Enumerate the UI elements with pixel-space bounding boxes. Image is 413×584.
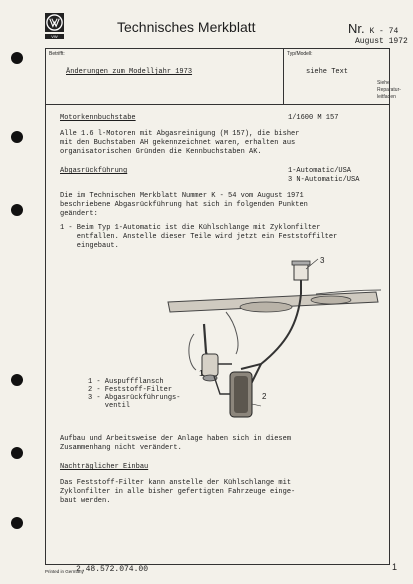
punch-hole [11, 204, 23, 216]
callout-1: 1 [199, 369, 204, 378]
document-title: Technisches Merkblatt [117, 19, 256, 35]
logo-caption: VW [45, 34, 64, 39]
item1-line: eingebaut. [60, 242, 119, 250]
betrifft-value: Änderungen zum Modelljahr 1973 [66, 68, 193, 76]
punch-hole [11, 374, 23, 386]
typ-value: siehe Text [306, 68, 349, 76]
punch-hole [11, 517, 23, 529]
page-number: 1 [392, 562, 398, 572]
vw-logo-icon [45, 13, 64, 32]
document-date: August 1972 [355, 37, 408, 46]
heading2-right-line: 3 N-Automatic/USA [288, 176, 360, 184]
heading-motorkennbuchstabe: Motorkennbuchstabe [60, 114, 136, 122]
heading-abgasrueckfuehrung: Abgasrückführung [60, 167, 128, 175]
legend-line: 3 - Abgasrückführungs- [88, 394, 181, 402]
legend-line: ventil [88, 402, 131, 410]
footer-number: 2.48.572.074.00 [76, 565, 149, 574]
heading2-right-line: 1-Automatic/USA [288, 167, 352, 175]
punch-hole [11, 131, 23, 143]
item1-line: 1 - Beim Typ 1-Automatic ist die Kühlschlange mit Zyklonfilter [60, 224, 321, 232]
nr-prefix: Nr. [348, 21, 365, 36]
item1-line: entfallen. Anstelle dieser Teile wird jetzt ein Feststoffilter [60, 233, 338, 241]
heading-nachtraeglicher-einbau: Nachträglicher Einbau [60, 463, 149, 471]
para1-line: organisatorischen Gründen die Kennbuchstaben AK. [60, 148, 262, 156]
para4-line: Das Feststoff-Filter kann anstelle der Kühlschlange mit [60, 479, 292, 487]
typ-label: Typ/Modell: [287, 51, 313, 57]
betrifft-label: Betrifft: [49, 51, 65, 57]
para2-line: geändert: [60, 210, 98, 218]
legend-line: 2 - Feststoff-Filter [88, 386, 173, 394]
callout-3: 3 [320, 256, 325, 265]
exhaust-diagram [166, 254, 388, 454]
para2-line: beschriebene Abgasrückführung hat sich in folgenden Punkten [60, 201, 308, 209]
nr-value: K - 74 [369, 27, 399, 36]
para1-line: Alle 1.6 l-Motoren mit Abgasreinigung (M 157), die bisher [60, 130, 300, 138]
punch-hole [11, 52, 23, 64]
para1-line: mit den Buchstaben AH gekennzeichnet waren, erhalten aus [60, 139, 296, 147]
callout-2: 2 [262, 392, 267, 401]
header-divider-vertical [283, 48, 284, 104]
header-divider-horizontal [45, 104, 390, 105]
printed-in-germany: Printed in Germany [45, 569, 84, 574]
para2-line: Die im Technischen Merkblatt Nummer K - 54 vom August 1971 [60, 192, 304, 200]
document-number [348, 21, 398, 36]
para4-line: baut werden. [60, 497, 111, 505]
para3-line: Zusammenhang nicht verändert. [60, 444, 182, 452]
side-note: Siehe Reparatur-leitfaden [377, 80, 401, 100]
punch-hole [11, 447, 23, 459]
heading1-right: 1/1600 M 157 [288, 114, 339, 122]
para4-line: Zyklonfilter in alle bisher gefertigten Fahrzeuge einge- [60, 488, 296, 496]
para3-line: Aufbau und Arbeitsweise der Anlage haben sich in diesem [60, 435, 292, 443]
legend-line: 1 - Auspuffflansch [88, 378, 164, 386]
